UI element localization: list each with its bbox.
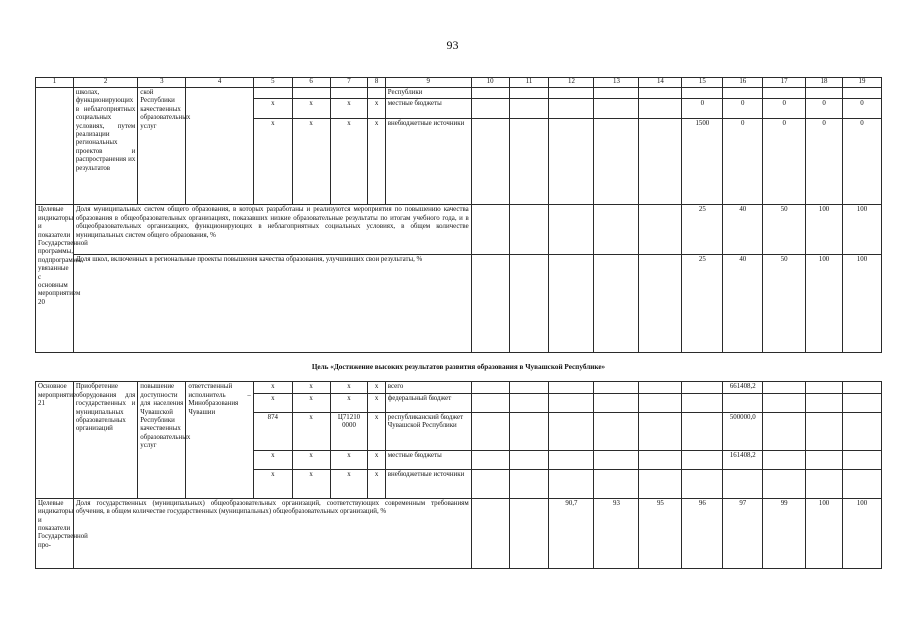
value-cell: 100	[806, 255, 843, 353]
code-cell: х	[368, 99, 385, 119]
targets-label-cell: Целевые индикаторы и показатели Государственной программы, подпрограммы, увязанные с основным мероприятием 20	[36, 205, 74, 353]
value-cell: 0	[806, 119, 843, 205]
column-header: 2	[73, 78, 137, 88]
code-cell: х	[292, 412, 330, 450]
table-row	[36, 382, 882, 393]
code-cell	[292, 88, 330, 99]
value-cell: 500000,0	[723, 412, 763, 450]
table-row	[36, 205, 882, 255]
code-cell: х	[368, 382, 385, 393]
code-cell	[330, 88, 368, 99]
value-cell	[806, 88, 843, 99]
column-header: 9	[385, 78, 471, 88]
table-row	[36, 255, 882, 353]
event-name-cell: школах, функционирующих в неблагоприятных социальных условиях, путем реализации региональных проектов и распространения их результатов	[73, 88, 137, 205]
value-cell: 0	[842, 99, 881, 119]
column-header: 18	[806, 78, 843, 88]
code-cell: х	[330, 119, 368, 205]
value-cell: 0	[763, 99, 806, 119]
value-cell: 0	[723, 119, 763, 205]
code-cell: х	[330, 450, 368, 469]
column-header: 12	[549, 78, 594, 88]
code-cell: х	[253, 450, 292, 469]
value-cell: 99	[763, 498, 806, 568]
indicator-text: Доля школ, включенных в региональные проекты повышения качества образования, улучшивших свои результаты, %	[73, 255, 471, 353]
value-cell: 100	[806, 498, 843, 568]
value-cell: 95	[639, 498, 682, 568]
value-cell: 0	[763, 119, 806, 205]
program-table	[35, 77, 882, 569]
event-label-cell: Основное мероприятие 21	[36, 382, 74, 498]
column-header: 6	[292, 78, 330, 88]
value-cell: 25	[682, 205, 723, 255]
value-cell: 100	[842, 498, 881, 568]
code-cell: х	[253, 382, 292, 393]
code-cell: Ц71210 0000	[330, 412, 368, 450]
source-cell: местные бюджеты	[385, 450, 471, 469]
column-header: 17	[763, 78, 806, 88]
code-cell: х	[292, 450, 330, 469]
table-row	[36, 88, 882, 99]
code-cell	[368, 88, 385, 99]
value-cell: 0	[842, 119, 881, 205]
column-header: 13	[594, 78, 639, 88]
value-cell: 40	[723, 205, 763, 255]
column-header: 14	[639, 78, 682, 88]
value-cell: 40	[723, 255, 763, 353]
indicator-text: Доля муниципальных систем общего образования, в которых разработаны и реализуются мероприятия по повышению качества образования в общеобразовательных организациях, показавших низкие образовательные результаты по итогам учебного года, и в общеобразовательных организациях, функционирующих в неблагоприятных социальных условиях, в общем количестве муниципальных систем общего образования, %	[73, 205, 471, 255]
value-cell: 50	[763, 205, 806, 255]
code-cell: х	[253, 119, 292, 205]
value-cell: 90,7	[549, 498, 594, 568]
source-cell: внебюджетные источники	[385, 119, 471, 205]
column-header: 15	[682, 78, 723, 88]
value-cell: 100	[842, 255, 881, 353]
event-result-cell: повышение доступности для населения Чувашской Республики качественных образовательных услуг	[138, 382, 186, 498]
value-cell: 96	[682, 498, 723, 568]
targets-label-cell: Целевые индикаторы и показатели Государственной про-	[36, 498, 74, 568]
source-cell: всего	[385, 382, 471, 393]
code-cell: х	[330, 382, 368, 393]
code-cell: х	[292, 119, 330, 205]
event-name-cell: Приобретение оборудования для государственных и муниципальных образовательных организаций	[73, 382, 137, 498]
source-cell: федеральный бюджет	[385, 393, 471, 412]
event-result-cell: ской Республики качественных образовательных услуг	[138, 88, 186, 205]
code-cell: х	[292, 393, 330, 412]
column-header: 1	[36, 78, 74, 88]
value-cell	[682, 88, 723, 99]
value-cell: 100	[806, 205, 843, 255]
column-header: 7	[330, 78, 368, 88]
value-cell: 0	[682, 99, 723, 119]
source-cell: республиканский бюджет Чувашской Республики	[385, 412, 471, 450]
code-cell: х	[330, 469, 368, 498]
code-cell: х	[253, 469, 292, 498]
executor-cell	[186, 88, 254, 205]
code-cell: х	[368, 450, 385, 469]
column-header: 19	[842, 78, 881, 88]
value-cell: 0	[806, 99, 843, 119]
value-cell: 93	[594, 498, 639, 568]
value-cell: 97	[723, 498, 763, 568]
value-cell: 50	[763, 255, 806, 353]
page-number: 93	[446, 38, 459, 52]
value-cell: 100	[842, 205, 881, 255]
code-cell	[253, 88, 292, 99]
code-cell: х	[368, 119, 385, 205]
column-header: 11	[509, 78, 549, 88]
code-cell: 874	[253, 412, 292, 450]
value-cell	[723, 393, 763, 412]
value-cell: 1500	[682, 119, 723, 205]
value-cell	[842, 88, 881, 99]
column-header: 4	[186, 78, 254, 88]
code-cell: х	[292, 99, 330, 119]
value-cell	[763, 88, 806, 99]
column-header: 10	[471, 78, 509, 88]
code-cell: х	[253, 393, 292, 412]
code-cell: х	[368, 393, 385, 412]
code-cell: х	[253, 99, 292, 119]
indicator-text: Доля государственных (муниципальных) общеобразовательных организаций, соответствующих современным требованиям обучения, в общем количестве государственных (муниципальных) общеобразовательных организаций, %	[73, 498, 471, 568]
code-cell: х	[330, 393, 368, 412]
column-header: 8	[368, 78, 385, 88]
value-cell: 0	[723, 99, 763, 119]
value-cell	[723, 88, 763, 99]
code-cell: х	[292, 469, 330, 498]
code-cell: х	[292, 382, 330, 393]
column-header: 16	[723, 78, 763, 88]
code-cell: х	[368, 469, 385, 498]
code-cell: х	[330, 99, 368, 119]
value-cell: 161408,2	[723, 450, 763, 469]
column-header: 5	[253, 78, 292, 88]
source-cell: местные бюджеты	[385, 99, 471, 119]
executor-cell: ответственный исполнитель – Минобразования Чувашии	[186, 382, 254, 498]
value-cell	[723, 469, 763, 498]
source-cell: внебюджетные источники	[385, 469, 471, 498]
value-cell: 661408,2	[723, 382, 763, 393]
code-cell: х	[368, 412, 385, 450]
source-cell: Республики	[385, 88, 471, 99]
header-row	[36, 78, 882, 88]
goal-row	[36, 353, 882, 382]
column-header: 3	[138, 78, 186, 88]
table-row	[36, 498, 882, 568]
event-label-cell	[36, 88, 74, 205]
value-cell: 25	[682, 255, 723, 353]
goal-heading: Цель «Достижение высоких результатов развития образования в Чувашской Республике»	[36, 353, 882, 382]
